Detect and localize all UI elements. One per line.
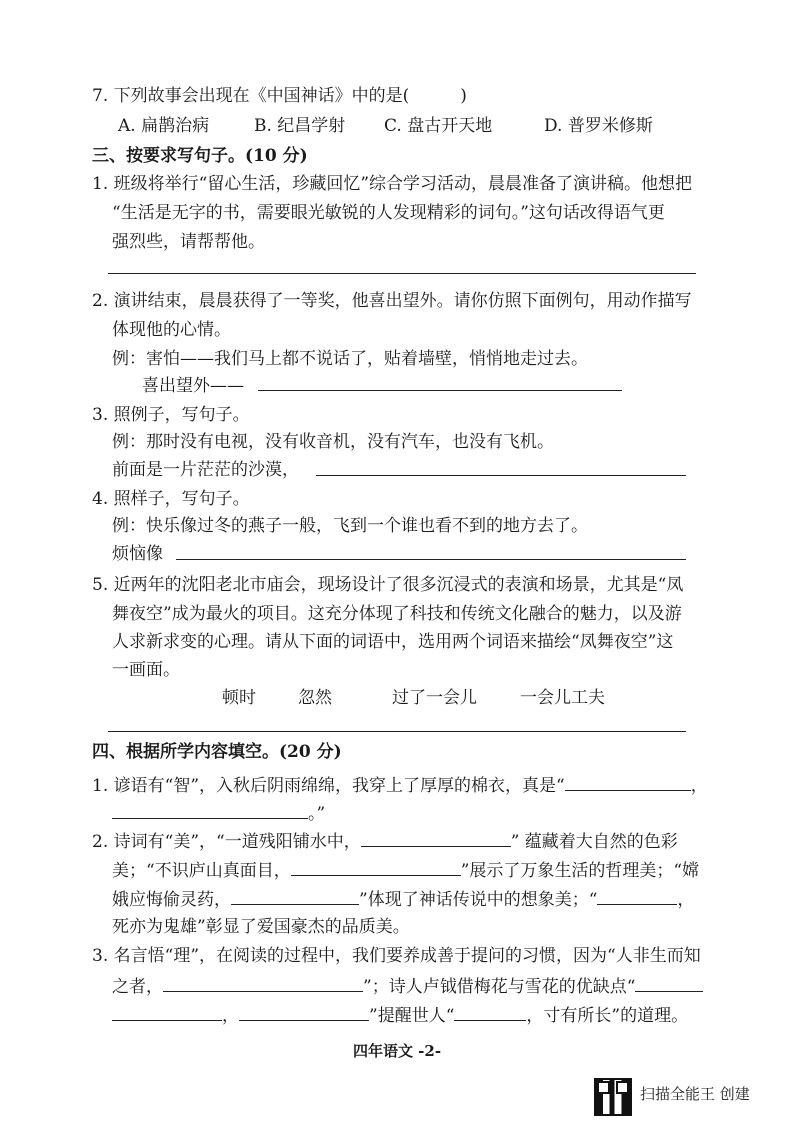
s4-q3-blank-2[interactable] — [635, 973, 703, 992]
s4-q3-blank-4[interactable] — [239, 1002, 369, 1021]
s3-q5-line2: 舞夜空”成为最火的项目。这充分体现了科技和传统文化融合的魅力，以及游 — [112, 604, 682, 624]
s3-q2-line1: 2. 演讲结束，晨晨获得了一等奖，他喜出望外。请你仿照下面例句，用动作描写 — [92, 291, 692, 311]
s3-q1-line3: 强烈些，请帮帮他。 — [112, 232, 265, 252]
s4-q2-line4: 死亦为鬼雄”彰显了爱国豪杰的品质美。 — [112, 917, 410, 937]
s3-q5-line4: 一画面。 — [112, 660, 180, 680]
section4-title: 四、根据所学内容填空。(20 分) — [92, 742, 342, 762]
s4-q2-line3 — [112, 886, 694, 912]
s4-q3-blank-1[interactable] — [163, 973, 363, 992]
s3-q4-example: 例：快乐像过冬的燕子一般，飞到一个谁也看不到的地方去了。 — [112, 516, 588, 536]
s3-q4-answer-line[interactable] — [176, 559, 686, 560]
s4-q2-text-c: 美；“不识庐山真面目， — [112, 861, 291, 881]
q7-stem: 7. 下列故事会出现在《中国神话》中的是( ) — [92, 86, 467, 106]
s4-q1-line1 — [92, 772, 708, 798]
s3-q1-line1: 1. 班级将举行“留心生活，珍藏回忆”综合学习活动，晨晨准备了演讲稿。他想把 — [92, 174, 693, 194]
s4-q3-line1: 3. 名言悟“理”，在阅读的过程中，我们要养成善于提问的习惯，因为“人非生而知 — [92, 946, 701, 966]
s3-q4-prompt: 烦恼像 — [112, 544, 163, 564]
s4-q3-text-d: ， — [222, 1006, 239, 1026]
s4-q1-text-a: 1. 谚语有“智”，入秋后阴雨绵绵，我穿上了厚厚的棉衣，真是“ — [92, 776, 565, 796]
s3-q1-line2: “生活是无字的书，需要眼光敏锐的人发现精彩的词句。”这句话改得语气更 — [112, 203, 665, 223]
s4-q3-text-f: ，寸有所长”的道理。 — [526, 1006, 689, 1026]
qr-code-icon — [596, 1080, 630, 1114]
s3-q5-line1: 5. 近两年的沈阳老北市庙会，现场设计了很多沉浸式的表演和场景，尤其是“凤 — [92, 575, 684, 595]
s3-q5-word-3: 过了一会儿 — [392, 688, 477, 708]
s4-q2-text-b: ” 蕴藏着大自然的色彩 — [510, 832, 678, 852]
s4-q1-text-b: ， — [690, 776, 708, 796]
s4-q2-blank-1[interactable] — [361, 828, 511, 847]
s3-q5-word-2: 忽然 — [298, 688, 332, 708]
s4-q2-line1 — [92, 828, 678, 854]
s3-q3-prompt: 前面是一片茫茫的沙漠， — [112, 460, 299, 480]
s3-q5-answer-line[interactable] — [108, 731, 686, 732]
s4-q3-line2 — [112, 973, 703, 999]
s3-q3-answer-line[interactable] — [316, 475, 686, 476]
page-footer: 四年语文 -2- — [352, 1042, 442, 1060]
s4-q2-text-e: 娥应悔偷灵药， — [112, 890, 231, 910]
s3-q1-answer-line[interactable] — [108, 273, 696, 274]
s4-q3-blank-3[interactable] — [112, 1002, 222, 1021]
s3-q5-line3: 人求新求变的心理。请从下面的词语中，选用两个词语来描绘“凤舞夜空”这 — [112, 632, 674, 652]
section3-title: 三、按要求写句子。(10 分) — [92, 146, 308, 166]
s3-q5-word-4: 一会儿工夫 — [520, 688, 605, 708]
s4-q3-text-b: 之者， — [112, 977, 163, 997]
s4-q3-text-e: ”提醒世人“ — [369, 1006, 455, 1026]
s3-q2-prompt: 喜出望外—— — [142, 376, 244, 396]
s4-q2-blank-4[interactable] — [597, 886, 677, 905]
s4-q2-text-d: ”展示了万象生活的哲理美；“嫦 — [460, 861, 700, 881]
s3-q3-stem: 3. 照例子，写句子。 — [92, 405, 250, 425]
s4-q2-text-a: 2. 诗词有“美”，“一道残阳铺水中， — [92, 832, 361, 852]
s3-q3-example: 例：那时没有电视，没有收音机，没有汽车，也没有飞机。 — [112, 432, 554, 452]
s4-q2-text-g: ， — [677, 890, 695, 910]
s3-q5-word-1: 顿时 — [222, 688, 256, 708]
s3-q4-stem: 4. 照样子，写句子。 — [92, 489, 250, 509]
q7-option-a: A. 扁鹊治病 — [118, 116, 210, 136]
scanner-watermark: 扫描全能王 创建 — [640, 1085, 750, 1103]
q7-option-d: D. 普罗米修斯 — [544, 116, 653, 136]
s4-q3-text-c: ”；诗人卢钺借梅花与雪花的优缺点“ — [363, 977, 636, 997]
s4-q1-blank-1[interactable] — [565, 772, 691, 791]
s3-q2-answer-line[interactable] — [258, 390, 622, 391]
q7-option-b: B. 纪昌学射 — [254, 116, 346, 136]
s4-q1-blank-2[interactable] — [112, 800, 308, 819]
s4-q2-line2 — [112, 857, 699, 883]
s3-q2-line2: 体现他的心情。 — [112, 320, 231, 340]
s4-q3-blank-5[interactable] — [454, 1002, 526, 1021]
s4-q3-line3 — [112, 1002, 688, 1028]
q7-option-c: C. 盘古开天地 — [384, 116, 493, 136]
s4-q1-line2 — [112, 800, 325, 826]
s4-q1-text-c: 。” — [308, 804, 326, 824]
s4-q2-text-f: ”体现了神话传说中的想象美；“ — [359, 890, 598, 910]
s4-q2-blank-3[interactable] — [231, 886, 359, 905]
s4-q2-blank-2[interactable] — [291, 857, 461, 876]
s3-q2-example: 例：害怕——我们马上都不说话了，贴着墙壁，悄悄地走过去。 — [112, 349, 588, 369]
